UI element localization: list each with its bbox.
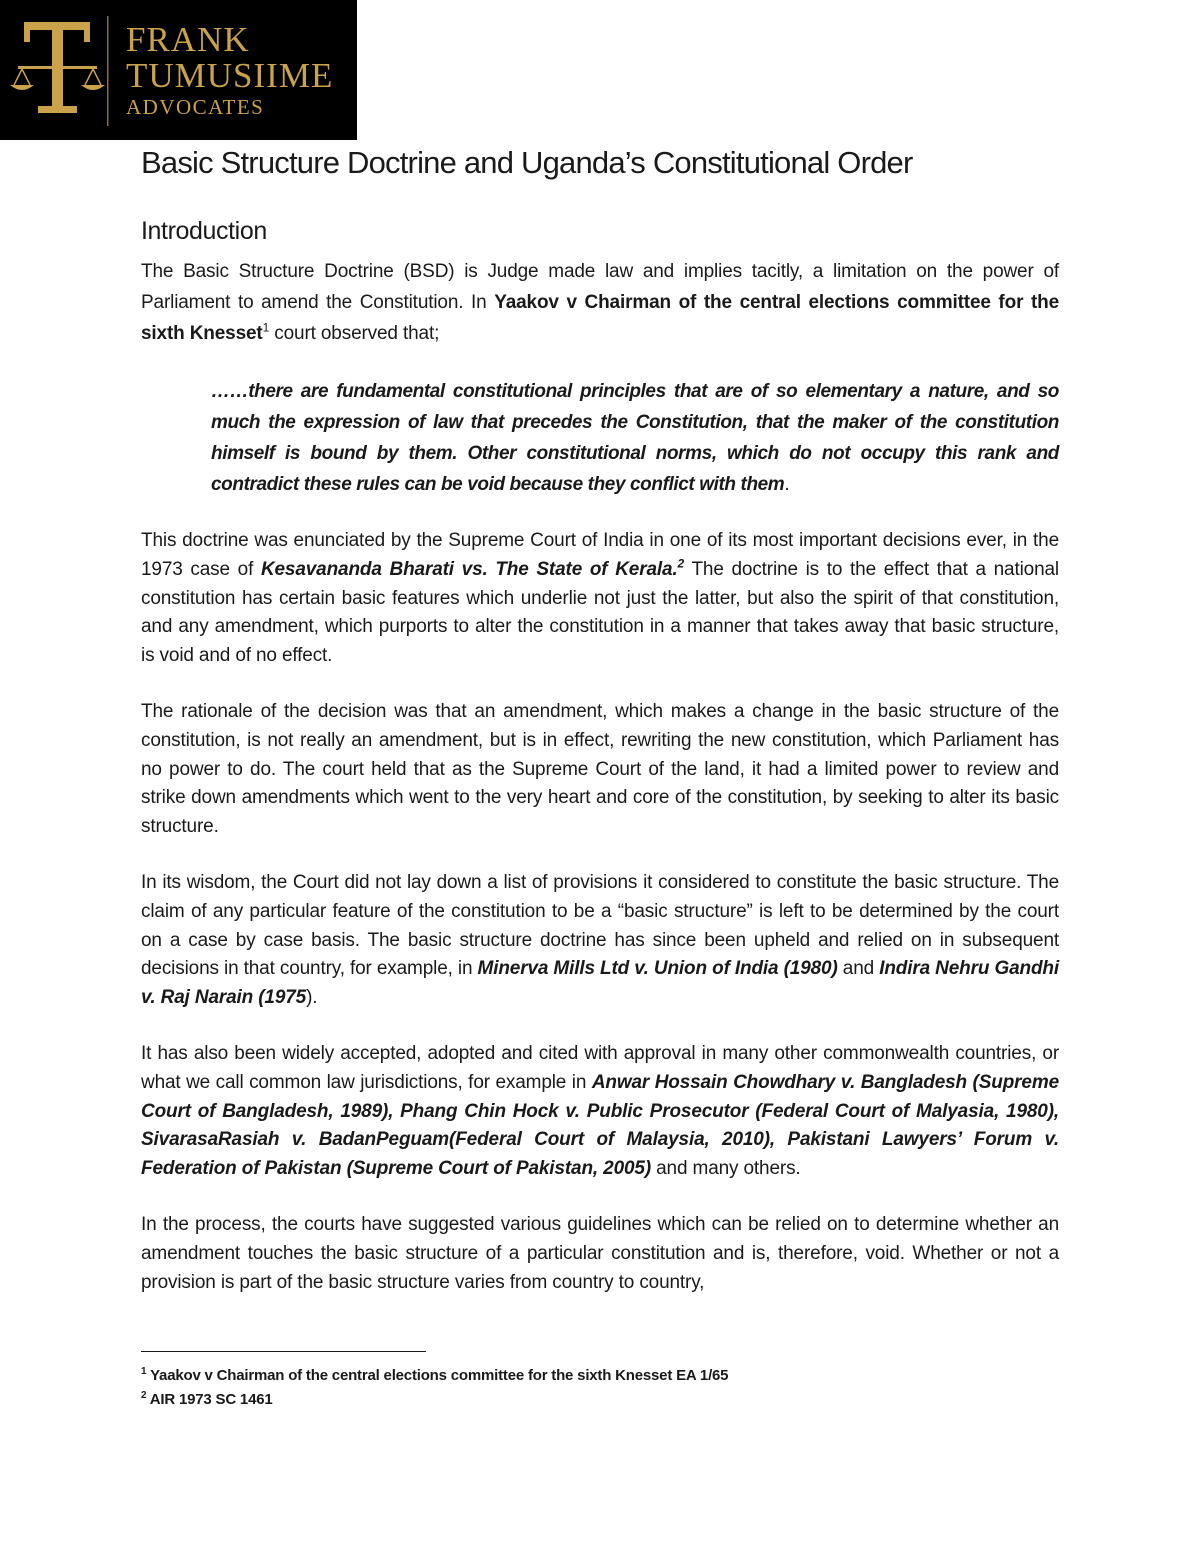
paragraph-text: and [837,958,880,980]
paragraph-commonwealth [141,1040,1059,1184]
logo-word-tumusiime: TUMUSIIME [126,56,334,95]
scales-of-justice-icon [0,0,125,140]
footnote-separator [141,1351,426,1352]
footnote-ref-1[interactable]: 1 [262,320,270,335]
paragraph-text: ). [306,987,318,1009]
footnote-number: 2 [141,1390,147,1401]
paragraph-text: This doctrine was enunciated by the Supreme Court of India in one of its most important decisions ever, in the 1973 case of [141,530,1059,580]
footnote-number: 1 [141,1366,147,1377]
quote-end: . [784,474,790,495]
paragraph-text: The doctrine is to the effect that a national constitution has certain basic features which underlie not just the latter, but also the spirit of that constitution, and any amendment, which purports to alter the constitution in a manner that takes away that basic structure, is void and of no effect. [141,558,1059,667]
footnote-text: Yaakov v Chairman of the central elections committee for the sixth Knesset EA 1/65 [146,1367,729,1384]
logo-word-advocates: ADVOCATES [126,95,265,119]
footnote-ref-2[interactable]: 2 [677,556,685,571]
document-title: Basic Structure Doctrine and Uganda’s Constitutional Order [141,145,913,180]
paragraph-intro [141,256,1059,349]
case-citation-minerva: Minerva Mills Ltd v. Union of India (1980) [477,958,838,980]
section-heading-introduction: Introduction [141,217,267,245]
paragraph-rationale: The rationale of the decision was that an amendment, which makes a change in the basic structure of the constitution, is not really an amendment, but is in effect, rewriting the new constitution, which Parliament has no power to do. The court held that as the Supreme Court of the land, it had a limited power to review and strike down amendments which went to the very heart and core of the constitution, by seeking to alter its basic structure. [141,700,1059,838]
paragraph-kesavananda [141,527,1059,671]
firm-logo [0,0,357,140]
paragraph-guidelines: In the process, the courts have suggested various guidelines which can be relied on to determine whether an amendment touches the basic structure of a particular constitution and is, therefore, void. Whether or not a provision is part of the basic structure varies from country to country, [141,1213,1059,1293]
paragraph-text: The Basic Structure Doctrine (BSD) is Judge made law and implies tacitly, a limitation on the power of Parliament to amend the Constitution. In [141,261,1059,313]
footnote-1 [141,1364,1059,1388]
paragraph-text: court observed that; [269,323,440,344]
block-quote [211,376,1059,500]
logo-word-frank: FRANK [126,20,250,59]
paragraph-text: In its wisdom, the Court did not lay down a list of provisions it considered to constitute the basic structure. The claim of any particular feature of the constitution to be a “basic structure” is left to be determined by the court on a case by case basis. The basic structure doctrine has since been upheld and relied on in subsequent decisions in that country, for example, in [141,871,1059,980]
paragraph-text: and many others. [651,1158,801,1180]
footnotes [141,1364,1059,1412]
paragraph-text: It has also been widely accepted, adopted and cited with approval in many other commonwealth countries, or what we call common law jurisdictions, for example in [141,1042,1059,1093]
case-citation-kesavananda: Kesavananda Bharati vs. The State of Kerala. [260,558,678,580]
footnote-text: AIR 1973 SC 1461 [146,1391,273,1408]
case-citation-yaakov: Yaakov v Chairman of the central elections committee for the sixth Knesset [141,292,1060,344]
quote-text: ……there are fundamental constitutional principles that are of so elementary a nature, and so much the expression of law that precedes the Constitution, that the maker of the constitution himself is bound by them. Other constitutional norms, which do not occupy this rank and contradict these rules can be void because they conflict with them [211,381,1059,495]
footnote-2 [141,1388,1059,1412]
case-citation-indira: Indira Nehru Gandhi v. Raj Narain (1975 [141,958,1059,1009]
document-body [141,256,1059,1324]
case-citations-commonwealth: Anwar Hossain Chowdhary v. Bangladesh (Supreme Court of Bangladesh, 1989), Phang Chin Hock v. Public Prosecutor (Federal Court of Malyasia, 1980), SivarasaRasiah v. BadanPeguam(Federal Court of Malaysia, 2010), Pakistani Lawyers’ Forum v. Federation of Pakistan (Supreme Court of Pakistan, 2005) [141,1071,1059,1180]
paragraph-wisdom [141,869,1059,1013]
